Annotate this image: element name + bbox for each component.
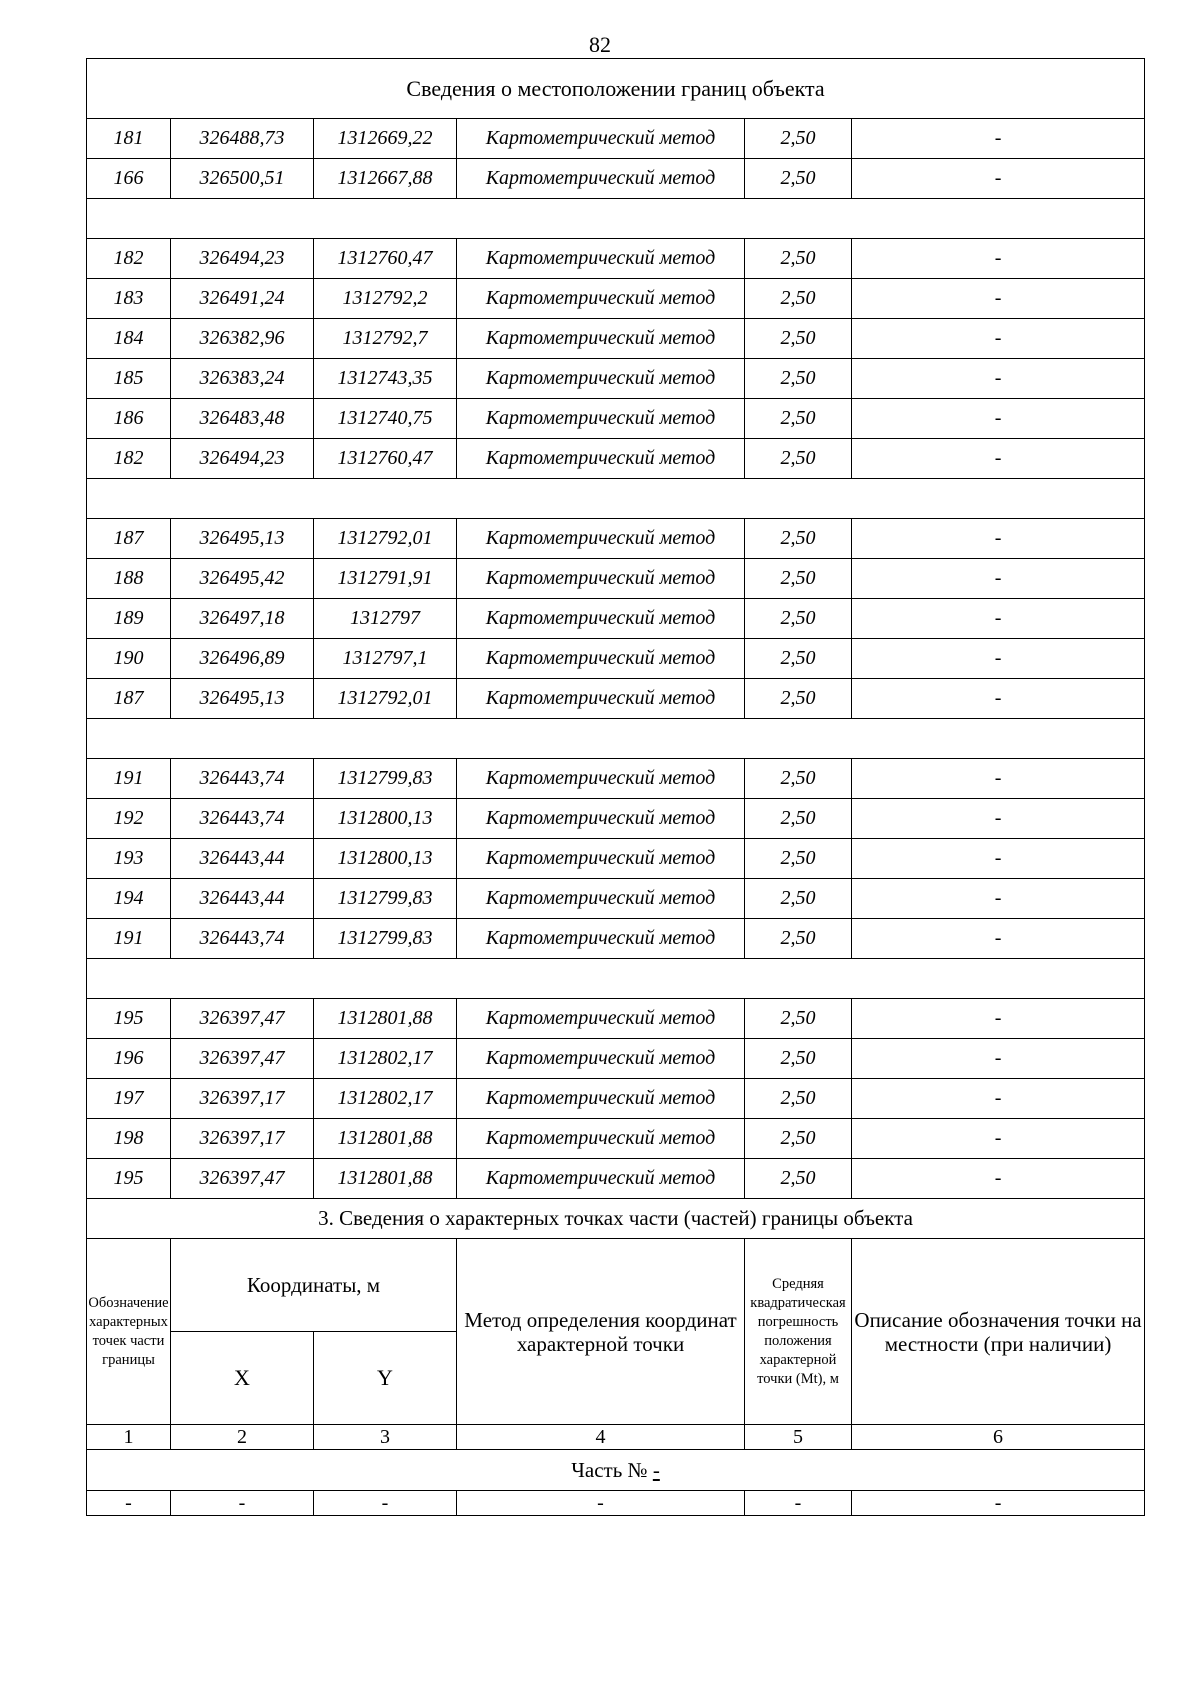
table-row: [87, 1119, 1145, 1159]
table-row: [87, 119, 1145, 159]
cell-method: Картометрический метод: [457, 999, 745, 1039]
table-row: [87, 159, 1145, 199]
cell-point-number: 192: [87, 799, 171, 839]
cell-description: -: [852, 679, 1145, 719]
cell-x-coordinate: 326443,74: [171, 799, 314, 839]
cell-y-coordinate: 1312743,35: [314, 359, 457, 399]
table-row: [87, 519, 1145, 559]
part-value: -: [652, 1457, 660, 1482]
cell-description: -: [852, 399, 1145, 439]
cell-accuracy: 2,50: [745, 879, 852, 919]
cell-point-number: 197: [87, 1079, 171, 1119]
cell-x-coordinate: 326397,47: [171, 1039, 314, 1079]
column-numbers-row: [87, 1425, 1145, 1450]
cell-x-coordinate: 326495,42: [171, 559, 314, 599]
column-number: 2: [171, 1425, 314, 1450]
cell-x-coordinate: 326443,74: [171, 919, 314, 959]
cell-description: -: [852, 279, 1145, 319]
cell-method: Картометрический метод: [457, 1119, 745, 1159]
header-point-designation: Обозначение характерных точек части границы: [87, 1239, 171, 1425]
cell-description: -: [852, 599, 1145, 639]
table-row: [87, 919, 1145, 959]
cell-point-number: 182: [87, 239, 171, 279]
cell-x-coordinate: 326494,23: [171, 439, 314, 479]
cell-method: Картометрический метод: [457, 1039, 745, 1079]
cell-y-coordinate: 1312799,83: [314, 759, 457, 799]
cell-point-number: 195: [87, 1159, 171, 1199]
cell-x-coordinate: 326383,24: [171, 359, 314, 399]
cell-accuracy: 2,50: [745, 599, 852, 639]
cell-point-number: 196: [87, 1039, 171, 1079]
cell-y-coordinate: 1312799,83: [314, 879, 457, 919]
cell-x-coordinate: 326397,17: [171, 1079, 314, 1119]
cell-method: Картометрический метод: [457, 919, 745, 959]
cell-method: Картометрический метод: [457, 239, 745, 279]
table-row: [87, 679, 1145, 719]
cell-description: -: [852, 359, 1145, 399]
table-row: [87, 359, 1145, 399]
cell-point-number: 187: [87, 679, 171, 719]
cell-method: Картометрический метод: [457, 879, 745, 919]
empty-cell: -: [171, 1491, 314, 1516]
cell-y-coordinate: 1312667,88: [314, 159, 457, 199]
cell-y-coordinate: 1312800,13: [314, 799, 457, 839]
table-title-row: [87, 59, 1145, 119]
boundary-table: [86, 58, 1145, 1516]
cell-point-number: 188: [87, 559, 171, 599]
cell-description: -: [852, 559, 1145, 599]
contour-separator: [87, 479, 1145, 519]
contour-separator-row: [87, 959, 1145, 999]
contour-separator-row: [87, 199, 1145, 239]
header-x: X: [171, 1332, 314, 1425]
cell-y-coordinate: 1312791,91: [314, 559, 457, 599]
section3-header-row: [87, 1239, 1145, 1332]
cell-description: -: [852, 439, 1145, 479]
empty-data-row: [87, 1491, 1145, 1516]
cell-method: Картометрический метод: [457, 359, 745, 399]
empty-cell: -: [852, 1491, 1145, 1516]
header-coordinates: Координаты, м: [171, 1239, 457, 1332]
cell-method: Картометрический метод: [457, 439, 745, 479]
cell-method: Картометрический метод: [457, 399, 745, 439]
cell-x-coordinate: 326491,24: [171, 279, 314, 319]
cell-x-coordinate: 326495,13: [171, 519, 314, 559]
cell-x-coordinate: 326500,51: [171, 159, 314, 199]
cell-point-number: 193: [87, 839, 171, 879]
cell-y-coordinate: 1312799,83: [314, 919, 457, 959]
cell-description: -: [852, 919, 1145, 959]
table-row: [87, 999, 1145, 1039]
table-row: [87, 759, 1145, 799]
cell-x-coordinate: 326497,18: [171, 599, 314, 639]
cell-y-coordinate: 1312802,17: [314, 1079, 457, 1119]
cell-method: Картометрический метод: [457, 1079, 745, 1119]
cell-x-coordinate: 326496,89: [171, 639, 314, 679]
table-row: [87, 879, 1145, 919]
cell-x-coordinate: 326397,47: [171, 1159, 314, 1199]
cell-x-coordinate: 326397,47: [171, 999, 314, 1039]
cell-description: -: [852, 879, 1145, 919]
table-row: [87, 399, 1145, 439]
cell-method: Картометрический метод: [457, 279, 745, 319]
cell-method: Картометрический метод: [457, 319, 745, 359]
cell-accuracy: 2,50: [745, 119, 852, 159]
table-title: Сведения о местоположении границ объекта: [87, 59, 1145, 119]
cell-method: Картометрический метод: [457, 599, 745, 639]
cell-description: -: [852, 159, 1145, 199]
cell-method: Картометрический метод: [457, 799, 745, 839]
cell-accuracy: 2,50: [745, 439, 852, 479]
cell-point-number: 184: [87, 319, 171, 359]
table-row: [87, 439, 1145, 479]
cell-accuracy: 2,50: [745, 319, 852, 359]
column-number: 4: [457, 1425, 745, 1450]
empty-cell: -: [87, 1491, 171, 1516]
cell-method: Картометрический метод: [457, 839, 745, 879]
cell-point-number: 187: [87, 519, 171, 559]
contour-separator-row: [87, 479, 1145, 519]
cell-x-coordinate: 326443,44: [171, 839, 314, 879]
table-row: [87, 319, 1145, 359]
header-y: Y: [314, 1332, 457, 1425]
contour-separator-row: [87, 719, 1145, 759]
cell-x-coordinate: 326443,44: [171, 879, 314, 919]
cell-y-coordinate: 1312802,17: [314, 1039, 457, 1079]
cell-accuracy: 2,50: [745, 1039, 852, 1079]
cell-y-coordinate: 1312792,2: [314, 279, 457, 319]
cell-y-coordinate: 1312801,88: [314, 1119, 457, 1159]
cell-accuracy: 2,50: [745, 1159, 852, 1199]
cell-description: -: [852, 839, 1145, 879]
table-row: [87, 1079, 1145, 1119]
cell-description: -: [852, 319, 1145, 359]
cell-description: -: [852, 799, 1145, 839]
part-cell: [87, 1450, 1145, 1491]
table-row: [87, 599, 1145, 639]
contour-separator: [87, 199, 1145, 239]
column-number: 1: [87, 1425, 171, 1450]
cell-accuracy: 2,50: [745, 679, 852, 719]
contour-separator: [87, 719, 1145, 759]
cell-method: Картометрический метод: [457, 679, 745, 719]
cell-accuracy: 2,50: [745, 759, 852, 799]
cell-accuracy: 2,50: [745, 559, 852, 599]
cell-accuracy: 2,50: [745, 239, 852, 279]
cell-method: Картометрический метод: [457, 159, 745, 199]
cell-description: -: [852, 1119, 1145, 1159]
cell-y-coordinate: 1312801,88: [314, 1159, 457, 1199]
cell-y-coordinate: 1312669,22: [314, 119, 457, 159]
table-row: [87, 1039, 1145, 1079]
cell-accuracy: 2,50: [745, 519, 852, 559]
cell-description: -: [852, 119, 1145, 159]
cell-point-number: 166: [87, 159, 171, 199]
cell-accuracy: 2,50: [745, 839, 852, 879]
column-number: 5: [745, 1425, 852, 1450]
cell-accuracy: 2,50: [745, 639, 852, 679]
cell-description: -: [852, 999, 1145, 1039]
cell-accuracy: 2,50: [745, 159, 852, 199]
cell-point-number: 191: [87, 919, 171, 959]
cell-description: -: [852, 759, 1145, 799]
contour-separator: [87, 959, 1145, 999]
part-row: [87, 1450, 1145, 1491]
cell-method: Картометрический метод: [457, 559, 745, 599]
cell-description: -: [852, 1159, 1145, 1199]
cell-y-coordinate: 1312792,7: [314, 319, 457, 359]
cell-y-coordinate: 1312797,1: [314, 639, 457, 679]
cell-point-number: 191: [87, 759, 171, 799]
cell-method: Картометрический метод: [457, 519, 745, 559]
cell-x-coordinate: 326443,74: [171, 759, 314, 799]
table-row: [87, 279, 1145, 319]
section3-title-row: [87, 1199, 1145, 1239]
cell-method: Картометрический метод: [457, 1159, 745, 1199]
cell-method: Картометрический метод: [457, 759, 745, 799]
empty-cell: -: [457, 1491, 745, 1516]
empty-cell: -: [314, 1491, 457, 1516]
column-number: 6: [852, 1425, 1145, 1450]
cell-accuracy: 2,50: [745, 1119, 852, 1159]
column-number: 3: [314, 1425, 457, 1450]
cell-y-coordinate: 1312800,13: [314, 839, 457, 879]
cell-description: -: [852, 1079, 1145, 1119]
cell-description: -: [852, 519, 1145, 559]
header-accuracy: Средняя квадратическая погрешность положения характерной точки (Mt), м: [745, 1239, 852, 1425]
cell-accuracy: 2,50: [745, 999, 852, 1039]
cell-y-coordinate: 1312797: [314, 599, 457, 639]
cell-accuracy: 2,50: [745, 919, 852, 959]
cell-method: Картометрический метод: [457, 639, 745, 679]
cell-point-number: 186: [87, 399, 171, 439]
cell-accuracy: 2,50: [745, 1079, 852, 1119]
cell-point-number: 182: [87, 439, 171, 479]
cell-description: -: [852, 639, 1145, 679]
table-row: [87, 839, 1145, 879]
empty-cell: -: [745, 1491, 852, 1516]
cell-x-coordinate: 326488,73: [171, 119, 314, 159]
cell-description: -: [852, 1039, 1145, 1079]
cell-point-number: 194: [87, 879, 171, 919]
table-row: [87, 799, 1145, 839]
cell-y-coordinate: 1312792,01: [314, 679, 457, 719]
cell-point-number: 189: [87, 599, 171, 639]
cell-y-coordinate: 1312760,47: [314, 239, 457, 279]
cell-description: -: [852, 239, 1145, 279]
cell-point-number: 183: [87, 279, 171, 319]
cell-point-number: 190: [87, 639, 171, 679]
table-row: [87, 239, 1145, 279]
page-number: 82: [589, 32, 611, 57]
cell-point-number: 185: [87, 359, 171, 399]
cell-accuracy: 2,50: [745, 399, 852, 439]
cell-x-coordinate: 326483,48: [171, 399, 314, 439]
cell-accuracy: 2,50: [745, 799, 852, 839]
cell-y-coordinate: 1312792,01: [314, 519, 457, 559]
cell-y-coordinate: 1312801,88: [314, 999, 457, 1039]
cell-point-number: 198: [87, 1119, 171, 1159]
cell-x-coordinate: 326495,13: [171, 679, 314, 719]
part-label: Часть №: [571, 1457, 648, 1482]
cell-x-coordinate: 326382,96: [171, 319, 314, 359]
section3-title: 3. Сведения о характерных точках части (частей) границы объекта: [87, 1199, 1145, 1239]
cell-method: Картометрический метод: [457, 119, 745, 159]
cell-point-number: 181: [87, 119, 171, 159]
header-description: Описание обозначения точки на местности (при наличии): [852, 1239, 1145, 1425]
cell-x-coordinate: 326397,17: [171, 1119, 314, 1159]
cell-accuracy: 2,50: [745, 279, 852, 319]
cell-y-coordinate: 1312760,47: [314, 439, 457, 479]
cell-point-number: 195: [87, 999, 171, 1039]
table-row: [87, 1159, 1145, 1199]
cell-accuracy: 2,50: [745, 359, 852, 399]
cell-x-coordinate: 326494,23: [171, 239, 314, 279]
header-method: Метод определения координат характерной точки: [457, 1239, 745, 1425]
table-row: [87, 639, 1145, 679]
cell-y-coordinate: 1312740,75: [314, 399, 457, 439]
table-row: [87, 559, 1145, 599]
